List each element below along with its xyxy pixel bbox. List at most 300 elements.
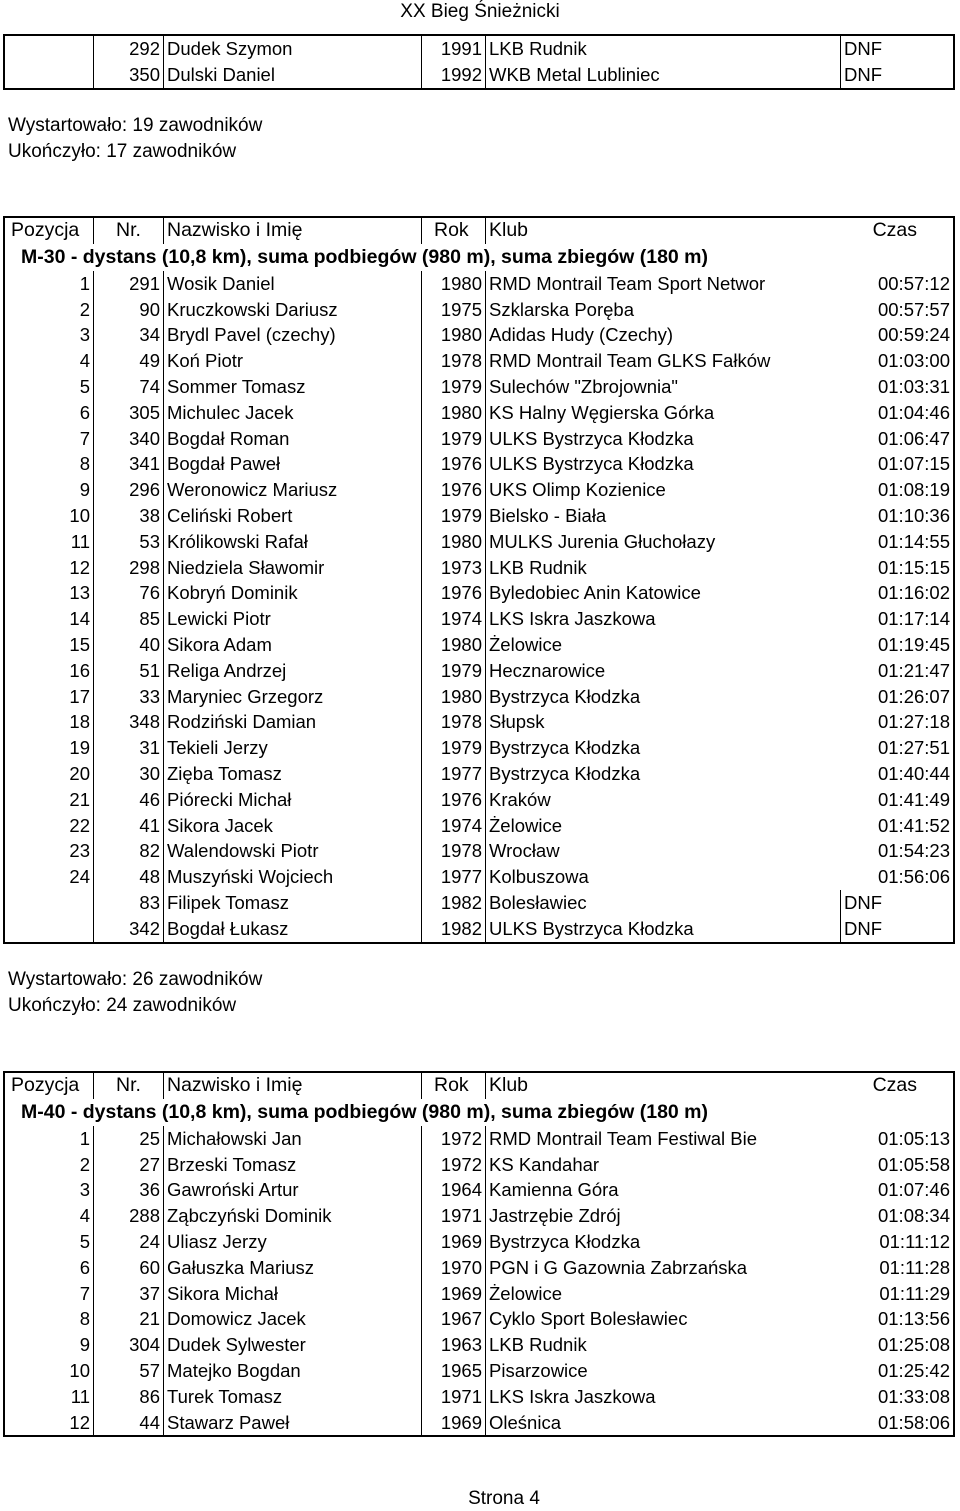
table-row: [5, 348, 953, 374]
table-row: [5, 1152, 953, 1178]
finished-count: Ukończyło: 24 zawodników: [8, 994, 237, 1016]
cell-year: 1969: [421, 1281, 485, 1307]
table-header-row: [5, 218, 953, 244]
cell-club: PGN i G Gazownia Zabrzańska: [485, 1255, 840, 1281]
cell-year: 1977: [421, 864, 485, 890]
cell-position: 8: [79, 453, 90, 475]
cell-time: 01:14:55: [877, 530, 950, 552]
cell-number: 31: [93, 735, 163, 761]
table-row: [5, 1306, 953, 1332]
cell-name: Sikora Adam: [163, 632, 421, 658]
col-header-time: Czas: [872, 219, 917, 241]
cell-name: Stawarz Paweł: [163, 1410, 421, 1436]
cell-name: Matejko Bogdan: [163, 1358, 421, 1384]
cell-club: ULKS Bystrzyca Kłodzka: [485, 451, 840, 477]
cell-number: 37: [93, 1281, 163, 1307]
cell-time: 01:11:29: [879, 1282, 950, 1304]
cell-club: Żelowice: [485, 1281, 840, 1307]
cell-name: Sikora Jacek: [163, 813, 421, 839]
started-count: Wystartowało: 26 zawodników: [8, 969, 263, 990]
cell-name: Bogdał Roman: [163, 426, 421, 452]
cell-number: 44: [93, 1410, 163, 1436]
cell-year: 1976: [421, 787, 485, 813]
cell-year: 1979: [421, 426, 485, 452]
cell-number: 25: [93, 1126, 163, 1152]
cell-position: 11: [70, 1385, 90, 1407]
table-row: [5, 1255, 953, 1281]
cell-name: Zięba Tomasz: [163, 761, 421, 787]
cell-number: 76: [93, 580, 163, 606]
cell-number: 340: [93, 426, 163, 452]
cell-number: 60: [93, 1255, 163, 1281]
col-header-number: Nr.: [93, 1073, 163, 1099]
cell-position: 15: [69, 633, 90, 655]
cell-club: KS Kandahar: [485, 1152, 840, 1178]
cell-year: 1980: [421, 400, 485, 426]
table-row: [5, 1384, 953, 1410]
cell-year: 1979: [421, 374, 485, 400]
cell-name: Królikowski Rafał: [163, 529, 421, 555]
cell-name: Koń Piotr: [163, 348, 421, 374]
table-row: [5, 503, 953, 529]
cell-position: 23: [69, 840, 90, 862]
cell-club: Żelowice: [485, 632, 840, 658]
cell-position: 4: [79, 1205, 90, 1227]
cell-position: 5: [79, 375, 90, 397]
cell-year: 1976: [421, 580, 485, 606]
table-row: [5, 1281, 953, 1307]
cell-position: 12: [69, 556, 90, 578]
cell-club: UKS Olimp Kozienice: [485, 477, 840, 503]
cell-club: Oleśnica: [485, 1410, 840, 1436]
cell-number: 304: [93, 1332, 163, 1358]
cell-time: 00:57:57: [877, 298, 950, 320]
table-row: [5, 709, 953, 735]
cell-position: 3: [79, 324, 90, 346]
cell-club: Bystrzyca Kłodzka: [485, 684, 840, 710]
cell-time: 01:11:28: [879, 1256, 950, 1278]
table-header-row: [5, 1073, 953, 1099]
cell-year: 1980: [421, 529, 485, 555]
table-row: [5, 451, 953, 477]
cell-name: Brydl Pavel (czechy): [163, 322, 421, 348]
cell-name: Dudek Szymon: [163, 36, 421, 62]
table-row: [5, 1177, 953, 1203]
cell-club: Adidas Hudy (Czechy): [485, 322, 840, 348]
table-row: [5, 632, 953, 658]
col-header-club: Klub: [485, 218, 840, 244]
category-title: M-40 - dystans (10,8 km), suma podbiegów (980 m), suma zbiegów (180 m): [21, 1100, 709, 1123]
cell-club: Bolesławiec: [485, 890, 840, 916]
cell-name: Bogdał Łukasz: [163, 916, 421, 942]
cell-position: [5, 890, 93, 916]
col-header-year: Rok: [421, 1073, 485, 1099]
table-row: [5, 1358, 953, 1384]
cell-name: Tekieli Jerzy: [163, 735, 421, 761]
cell-name: Ząbczyński Dominik: [163, 1203, 421, 1229]
table-row: [5, 1126, 953, 1152]
cell-time: 01:03:00: [877, 350, 950, 372]
cell-club: Żelowice: [485, 813, 840, 839]
table-row: [5, 1410, 953, 1436]
cell-number: 21: [93, 1306, 163, 1332]
col-header-position: Pozycja: [11, 1074, 80, 1096]
table-row: [5, 1332, 953, 1358]
cell-club: MULKS Jurenia Głuchołazy: [485, 529, 840, 555]
cell-year: 1975: [421, 297, 485, 323]
col-header-year: Rok: [421, 218, 485, 244]
cell-name: Uliasz Jerzy: [163, 1229, 421, 1255]
cell-time: DNF: [840, 62, 953, 88]
m30-rows: [5, 271, 953, 942]
cell-number: 288: [93, 1203, 163, 1229]
cell-position: 20: [69, 762, 90, 784]
cell-number: 30: [93, 761, 163, 787]
cell-number: 41: [93, 813, 163, 839]
cell-position: [5, 36, 93, 62]
cell-club: Bystrzyca Kłodzka: [485, 1229, 840, 1255]
cell-name: Walendowski Piotr: [163, 838, 421, 864]
table-row: [5, 864, 953, 890]
cell-club: ULKS Bystrzyca Kłodzka: [485, 916, 840, 942]
cell-time: DNF: [840, 916, 953, 942]
cell-time: 01:11:12: [879, 1230, 950, 1252]
cell-time: DNF: [840, 36, 953, 62]
table-row: [5, 658, 953, 684]
cell-position: 6: [79, 1256, 90, 1278]
cell-club: Hecznarowice: [485, 658, 840, 684]
cell-club: Szklarska Poręba: [485, 297, 840, 323]
cell-number: 291: [93, 271, 163, 297]
cell-name: Dulski Daniel: [163, 62, 421, 88]
cell-club: Cyklo Sport Bolesławiec: [485, 1306, 840, 1332]
cell-number: 83: [93, 890, 163, 916]
cell-number: 51: [93, 658, 163, 684]
cell-number: 57: [93, 1358, 163, 1384]
cell-club: Sulechów "Zbrojownia": [485, 374, 840, 400]
cell-position: 7: [79, 427, 90, 449]
cell-position: 12: [69, 1411, 90, 1433]
cell-number: 341: [93, 451, 163, 477]
cell-time: 01:25:08: [877, 1334, 950, 1356]
cell-position: 10: [69, 1359, 90, 1381]
cell-number: 38: [93, 503, 163, 529]
cell-year: 1974: [421, 813, 485, 839]
cell-year: 1967: [421, 1306, 485, 1332]
cell-position: 1: [79, 272, 90, 294]
cell-club: LKS Iskra Jaszkowa: [485, 1384, 840, 1410]
started-count: Wystartowało: 19 zawodników: [8, 115, 263, 136]
cell-year: 1969: [421, 1410, 485, 1436]
cell-number: 85: [93, 606, 163, 632]
cell-position: 21: [69, 788, 90, 810]
cell-year: 1992: [421, 62, 485, 88]
cell-position: [5, 916, 93, 942]
cell-club: Bielsko - Biała: [485, 503, 840, 529]
cell-position: 2: [79, 1153, 90, 1175]
results-table-m30: [3, 216, 955, 944]
cell-position: 9: [79, 479, 90, 501]
cell-name: Niedziela Sławomir: [163, 555, 421, 581]
cell-time: 01:05:13: [877, 1127, 950, 1149]
cell-time: 01:17:14: [877, 608, 950, 630]
cell-name: Wosik Daniel: [163, 271, 421, 297]
cell-number: 348: [93, 709, 163, 735]
cell-number: 292: [93, 36, 163, 62]
table-row: [5, 374, 953, 400]
cell-time: 01:16:02: [877, 582, 950, 604]
cell-year: 1982: [421, 890, 485, 916]
cell-time: 00:57:12: [877, 272, 950, 294]
cell-name: Piórecki Michał: [163, 787, 421, 813]
table-row: [5, 606, 953, 632]
cell-time: 01:40:44: [877, 762, 950, 784]
cell-club: Kamienna Góra: [485, 1177, 840, 1203]
cell-name: Maryniec Grzegorz: [163, 684, 421, 710]
cell-club: RMD Montrail Team Sport Networ: [485, 271, 840, 297]
cell-number: 46: [93, 787, 163, 813]
m40-rows: [5, 1126, 953, 1436]
cell-number: 48: [93, 864, 163, 890]
cell-club: LKB Rudnik: [485, 1332, 840, 1358]
cell-year: 1982: [421, 916, 485, 942]
cell-number: 24: [93, 1229, 163, 1255]
cell-name: Lewicki Piotr: [163, 606, 421, 632]
cell-time: 01:54:23: [877, 840, 950, 862]
table-row: [5, 36, 953, 62]
cell-time: 01:58:06: [877, 1411, 950, 1433]
table-row: [5, 62, 953, 88]
cell-position: 7: [79, 1282, 90, 1304]
table-row: [5, 1203, 953, 1229]
cell-name: Sikora Michał: [163, 1281, 421, 1307]
summary-block-2: [8, 967, 262, 1018]
cell-position: 6: [79, 401, 90, 423]
cell-name: Religa Andrzej: [163, 658, 421, 684]
cell-year: 1963: [421, 1332, 485, 1358]
cell-position: 5: [79, 1230, 90, 1252]
table-row: [5, 1229, 953, 1255]
cell-time: 01:25:42: [877, 1359, 950, 1381]
cell-year: 1971: [421, 1203, 485, 1229]
cell-position: 24: [69, 866, 90, 888]
cell-club: RMD Montrail Team Festiwal Bie: [485, 1126, 840, 1152]
cell-year: 1978: [421, 838, 485, 864]
cell-position: 13: [69, 582, 90, 604]
col-header-name: Nazwisko i Imię: [163, 1073, 421, 1099]
cell-year: 1964: [421, 1177, 485, 1203]
cell-club: ULKS Bystrzyca Kłodzka: [485, 426, 840, 452]
table-row: [5, 735, 953, 761]
cell-year: 1979: [421, 658, 485, 684]
cell-time: 01:27:18: [877, 711, 950, 733]
cell-time: 01:07:15: [877, 453, 950, 475]
col-header-name: Nazwisko i Imię: [163, 218, 421, 244]
cell-name: Gawroński Artur: [163, 1177, 421, 1203]
cell-position: 10: [69, 504, 90, 526]
cell-year: 1979: [421, 503, 485, 529]
top-rows: [5, 36, 953, 88]
cell-year: 1978: [421, 709, 485, 735]
cell-position: 3: [79, 1179, 90, 1201]
cell-year: 1970: [421, 1255, 485, 1281]
table-row: [5, 297, 953, 323]
cell-position: 14: [69, 608, 90, 630]
cell-time: 01:08:34: [877, 1205, 950, 1227]
cell-number: 34: [93, 322, 163, 348]
cell-club: Kolbuszowa: [485, 864, 840, 890]
table-row: [5, 761, 953, 787]
finished-count: Ukończyło: 17 zawodników: [8, 140, 237, 162]
cell-name: Filipek Tomasz: [163, 890, 421, 916]
cell-club: Pisarzowice: [485, 1358, 840, 1384]
cell-number: 90: [93, 297, 163, 323]
cell-name: Dudek Sylwester: [163, 1332, 421, 1358]
cell-year: 1980: [421, 322, 485, 348]
cell-year: 1969: [421, 1229, 485, 1255]
cell-year: 1965: [421, 1358, 485, 1384]
cell-number: 350: [93, 62, 163, 88]
table-row: [5, 529, 953, 555]
cell-position: 4: [79, 350, 90, 372]
results-table-m40: [3, 1071, 955, 1437]
category-title: M-30 - dystans (10,8 km), suma podbiegów (980 m), suma zbiegów (180 m): [21, 245, 709, 268]
cell-time: 01:13:56: [877, 1308, 950, 1330]
cell-club: Kraków: [485, 787, 840, 813]
cell-name: Bogdał Paweł: [163, 451, 421, 477]
cell-number: 27: [93, 1152, 163, 1178]
cell-time: 01:27:51: [877, 737, 950, 759]
cell-number: 36: [93, 1177, 163, 1203]
cell-time: 01:04:46: [877, 401, 950, 423]
cell-name: Weronowicz Mariusz: [163, 477, 421, 503]
table-row: [5, 271, 953, 297]
cell-time: 01:07:46: [877, 1179, 950, 1201]
cell-number: 40: [93, 632, 163, 658]
summary-block-1: [8, 113, 262, 164]
table-row: [5, 838, 953, 864]
cell-time: 01:41:49: [877, 788, 950, 810]
table-row: [5, 787, 953, 813]
cell-club: Jastrzębie Zdrój: [485, 1203, 840, 1229]
table-row: [5, 684, 953, 710]
cell-name: Brzeski Tomasz: [163, 1152, 421, 1178]
cell-name: Kruczkowski Dariusz: [163, 297, 421, 323]
cell-position: 19: [69, 737, 90, 759]
table-row: [5, 477, 953, 503]
cell-position: 16: [69, 659, 90, 681]
cell-time: 01:26:07: [877, 685, 950, 707]
cell-year: 1980: [421, 271, 485, 297]
cell-name: Kobryń Dominik: [163, 580, 421, 606]
cell-name: Turek Tomasz: [163, 1384, 421, 1410]
col-header-number: Nr.: [93, 218, 163, 244]
col-header-time: Czas: [872, 1074, 917, 1096]
cell-time: 01:08:19: [877, 479, 950, 501]
cell-year: 1991: [421, 36, 485, 62]
cell-position: 9: [79, 1334, 90, 1356]
cell-number: 33: [93, 684, 163, 710]
cell-name: Michałowski Jan: [163, 1126, 421, 1152]
cell-position: 8: [79, 1308, 90, 1330]
cell-time: 01:06:47: [877, 427, 950, 449]
cell-club: RMD Montrail Team GLKS Fałków: [485, 348, 840, 374]
cell-club: Byledobiec Anin Katowice: [485, 580, 840, 606]
cell-club: LKB Rudnik: [485, 555, 840, 581]
cell-time: 01:03:31: [877, 375, 950, 397]
cell-club: Wrocław: [485, 838, 840, 864]
cell-year: 1971: [421, 1384, 485, 1410]
table-row: [5, 813, 953, 839]
cell-time: 01:19:45: [877, 633, 950, 655]
page-footer: Strona 4: [468, 1488, 540, 1509]
cell-number: 305: [93, 400, 163, 426]
cell-club: KS Halny Węgierska Górka: [485, 400, 840, 426]
cell-year: 1972: [421, 1152, 485, 1178]
cell-name: Rodziński Damian: [163, 709, 421, 735]
cell-time: 01:21:47: [877, 659, 950, 681]
cell-name: Domowicz Jacek: [163, 1306, 421, 1332]
cell-time: 01:05:58: [877, 1153, 950, 1175]
table-row: [5, 580, 953, 606]
cell-club: Bystrzyca Kłodzka: [485, 735, 840, 761]
cell-position: 11: [70, 530, 90, 552]
page-header: XX Bieg Śnieżnicki: [400, 1, 560, 22]
cell-number: 342: [93, 916, 163, 942]
table-row: [5, 426, 953, 452]
cell-name: Gałuszka Mariusz: [163, 1255, 421, 1281]
cell-time: 01:56:06: [877, 866, 950, 888]
cell-name: Muszyński Wojciech: [163, 864, 421, 890]
cell-name: Celiński Robert: [163, 503, 421, 529]
cell-number: 74: [93, 374, 163, 400]
cell-year: 1978: [421, 348, 485, 374]
cell-year: 1977: [421, 761, 485, 787]
cell-number: 296: [93, 477, 163, 503]
cell-number: 82: [93, 838, 163, 864]
cell-name: Michulec Jacek: [163, 400, 421, 426]
cell-number: 86: [93, 1384, 163, 1410]
cell-year: 1980: [421, 632, 485, 658]
col-header-club: Klub: [485, 1073, 840, 1099]
cell-time: 00:59:24: [877, 324, 950, 346]
cell-position: [5, 62, 93, 88]
cell-club: LKB Rudnik: [485, 36, 840, 62]
cell-club: LKS Iskra Jaszkowa: [485, 606, 840, 632]
cell-time: DNF: [840, 890, 953, 916]
cell-club: Słupsk: [485, 709, 840, 735]
cell-year: 1973: [421, 555, 485, 581]
cell-year: 1980: [421, 684, 485, 710]
cell-year: 1979: [421, 735, 485, 761]
cell-name: Sommer Tomasz: [163, 374, 421, 400]
cell-year: 1974: [421, 606, 485, 632]
cell-time: 01:15:15: [877, 556, 950, 578]
cell-number: 49: [93, 348, 163, 374]
table-row: [5, 555, 953, 581]
table-row: [5, 322, 953, 348]
cell-year: 1976: [421, 451, 485, 477]
cell-position: 1: [79, 1127, 90, 1149]
cell-time: 01:41:52: [877, 814, 950, 836]
cell-number: 53: [93, 529, 163, 555]
table-row: [5, 916, 953, 942]
cell-number: 298: [93, 555, 163, 581]
cell-position: 18: [69, 711, 90, 733]
col-header-position: Pozycja: [11, 219, 80, 241]
table-row: [5, 890, 953, 916]
cell-club: WKB Metal Lubliniec: [485, 62, 840, 88]
